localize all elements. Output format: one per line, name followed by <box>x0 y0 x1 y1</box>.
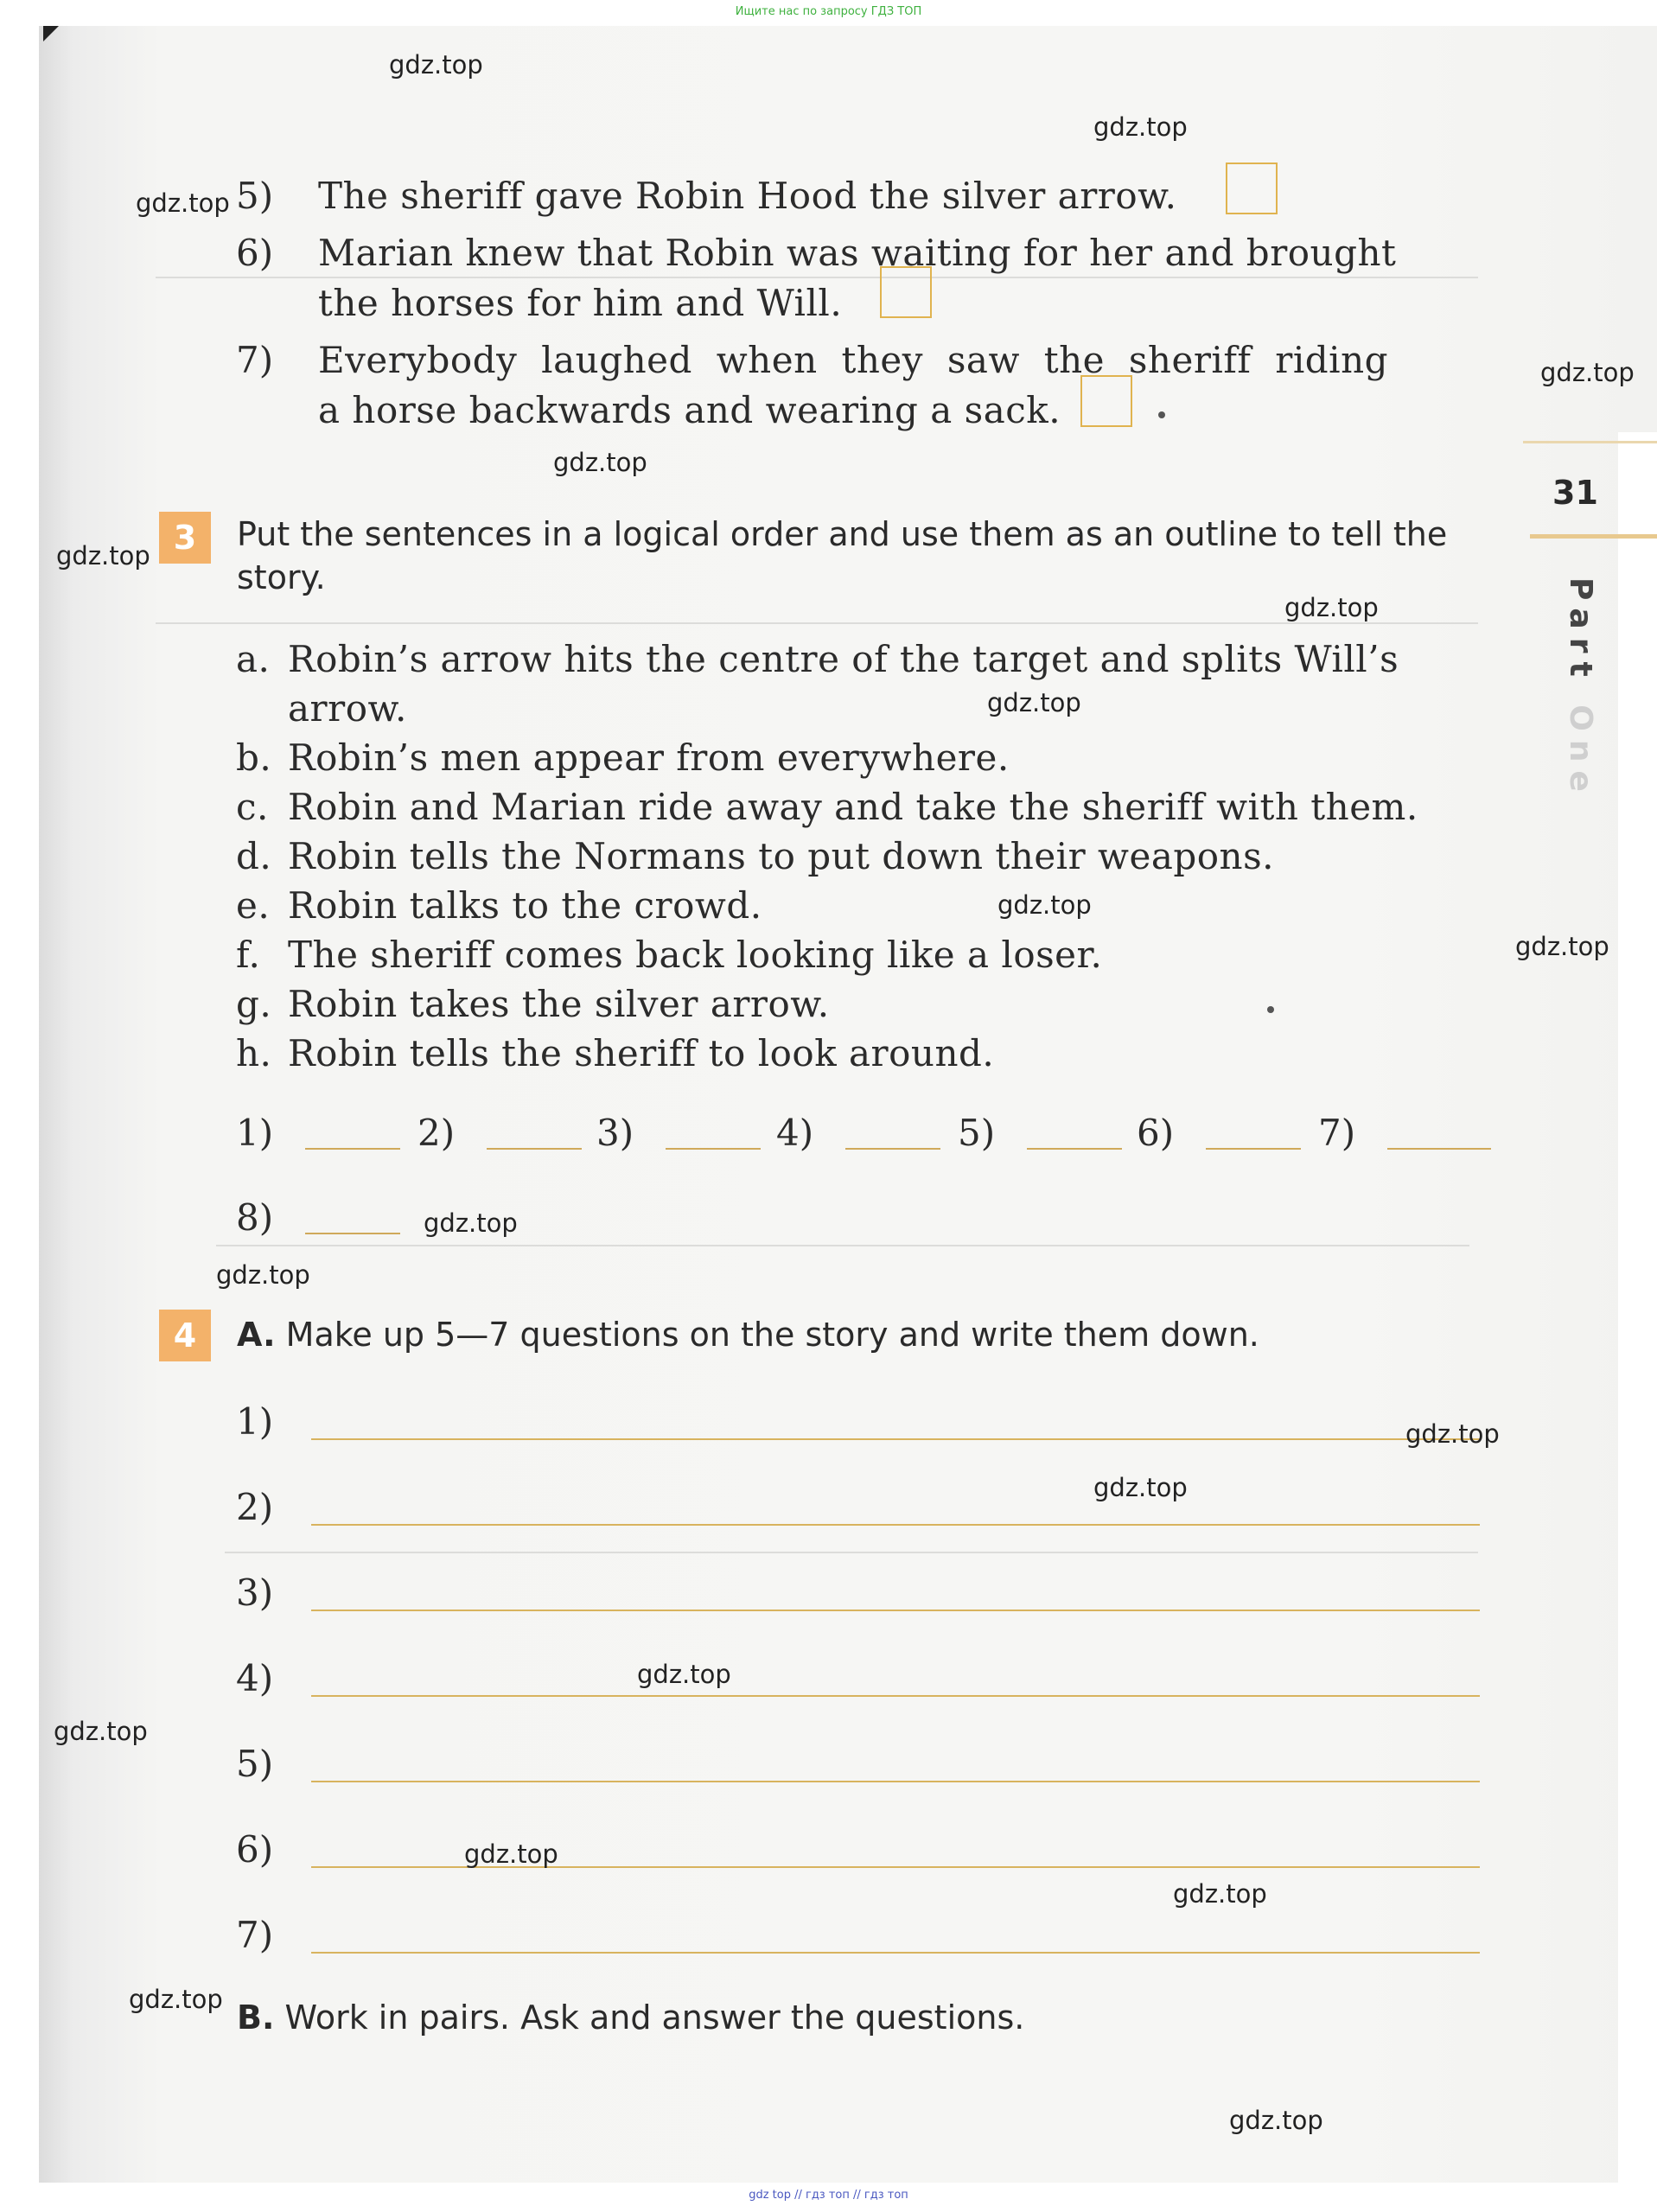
order-slot-label: 8) <box>236 1196 274 1239</box>
task4-part-a-label: A. <box>237 1316 276 1354</box>
task4-badge: 4 <box>159 1310 211 1361</box>
page-edge <box>1618 432 1657 2183</box>
item-text: a horse backwards and wearing a sack. <box>318 389 1061 431</box>
question-line[interactable] <box>311 1524 1480 1526</box>
question-line[interactable] <box>311 1781 1480 1782</box>
sentence-letter: f. <box>236 934 261 976</box>
sentence-text: Robin’s men appear from everywhere. <box>288 736 1010 779</box>
order-slot-line[interactable] <box>1206 1148 1301 1150</box>
sentence-letter: h. <box>236 1032 272 1074</box>
sentence-letter: g. <box>236 983 272 1025</box>
task3-instruction-line1: Put the sentences in a logical order and use them as an outline to tell the <box>237 515 1448 553</box>
order-slot-label: 4) <box>776 1112 814 1154</box>
order-slot-line[interactable] <box>487 1148 582 1150</box>
page-tab-rule <box>1523 441 1657 443</box>
part-one-label <box>1563 577 1598 800</box>
task4-part-b <box>237 1998 1024 2037</box>
item-number: 6) <box>236 232 274 274</box>
watermark: gdz.top <box>136 188 230 218</box>
order-slot-line[interactable] <box>845 1148 940 1150</box>
answer-box[interactable] <box>880 266 932 318</box>
show-through-line <box>156 622 1478 624</box>
part-label: Part <box>1563 577 1598 685</box>
order-slot-line[interactable] <box>1387 1148 1491 1150</box>
watermark: gdz.top <box>1405 1419 1500 1449</box>
watermark: gdz.top <box>56 541 150 571</box>
question-slot-label: 1) <box>236 1400 274 1443</box>
watermark: gdz.top <box>1515 932 1609 961</box>
watermark: gdz.top <box>1093 1473 1188 1502</box>
task4-part-b-text: Work in pairs. Ask and answer the questions. <box>284 1998 1025 2037</box>
order-slot-label: 5) <box>958 1112 996 1154</box>
question-slot-label: 7) <box>236 1914 274 1956</box>
item-number: 5) <box>236 175 274 217</box>
sentence-text: Robin talks to the crowd. <box>288 884 762 927</box>
sentence-text: Robin and Marian ride away and take the sheriff with them. <box>288 786 1418 828</box>
question-slot-label: 3) <box>236 1571 274 1614</box>
question-slot-label: 5) <box>236 1743 274 1785</box>
speck <box>1158 411 1165 418</box>
sentence-text: arrow. <box>288 687 407 730</box>
watermark: gdz.top <box>997 890 1092 920</box>
order-slot-line[interactable] <box>1027 1148 1122 1150</box>
sentence-text: The sheriff comes back looking like a loser. <box>288 934 1103 976</box>
answer-box[interactable] <box>1080 375 1132 427</box>
watermark: gdz.top <box>987 688 1081 717</box>
order-slot-label: 1) <box>236 1112 274 1154</box>
sentence-text: Robin tells the sheriff to look around. <box>288 1032 995 1074</box>
watermark: gdz.top <box>1229 2106 1323 2135</box>
sentence-letter: d. <box>236 835 272 877</box>
show-through-line <box>225 1552 1478 1553</box>
sentence-text: Robin tells the Normans to put down their weapons. <box>288 835 1275 877</box>
sentence-letter: a. <box>236 638 271 680</box>
order-slot-label: 6) <box>1137 1112 1175 1154</box>
item-text: The sheriff gave Robin Hood the silver arrow. <box>318 175 1177 217</box>
order-slot-label: 3) <box>596 1112 634 1154</box>
question-slot-label: 4) <box>236 1657 274 1699</box>
watermark: gdz.top <box>424 1208 518 1238</box>
task4-part-a-text: Make up 5—7 questions on the story and write them down. <box>285 1316 1259 1354</box>
sentence-letter: e. <box>236 884 271 927</box>
question-slot-label: 2) <box>236 1486 274 1528</box>
order-slot-label: 7) <box>1318 1112 1356 1154</box>
watermark: gdz.top <box>216 1260 310 1290</box>
item-number: 7) <box>236 339 274 381</box>
part-label-one: One <box>1563 704 1598 800</box>
order-slot-line[interactable] <box>305 1148 400 1150</box>
page-corner <box>43 26 59 41</box>
order-slot-line[interactable] <box>305 1233 400 1234</box>
watermark: gdz.top <box>54 1717 148 1746</box>
bottom-banner[interactable]: gdz top // гдз топ // гдз топ <box>749 2189 908 2202</box>
task3-badge: 3 <box>159 512 211 564</box>
show-through-line <box>216 1245 1469 1246</box>
sentence-text: Robin takes the silver arrow. <box>288 983 830 1025</box>
speck <box>1267 1006 1274 1013</box>
order-slot-line[interactable] <box>666 1148 761 1150</box>
task4-part-b-label: B. <box>237 1998 275 2037</box>
item-text: Marian knew that Robin was waiting for her and brought <box>318 232 1397 274</box>
question-line[interactable] <box>311 1610 1480 1611</box>
item-text: the horses for him and Will. <box>318 282 843 324</box>
watermark: gdz.top <box>1173 1879 1267 1909</box>
watermark: gdz.top <box>637 1660 731 1689</box>
task3-instruction-line2: story. <box>237 558 326 596</box>
watermark: gdz.top <box>464 1839 558 1869</box>
order-slot-label: 2) <box>417 1112 456 1154</box>
watermark: gdz.top <box>129 1985 223 2014</box>
question-line[interactable] <box>311 1438 1480 1440</box>
watermark: gdz.top <box>1540 358 1635 387</box>
answer-box[interactable] <box>1226 163 1278 214</box>
show-through-line <box>156 277 1478 278</box>
sentence-text: Robin’s arrow hits the centre of the target and splits Will’s <box>288 638 1399 680</box>
top-banner[interactable]: Ищите нас по запросу ГДЗ ТОП <box>735 5 922 18</box>
page-number: 31 <box>1552 474 1598 512</box>
question-line[interactable] <box>311 1695 1480 1697</box>
watermark: gdz.top <box>1093 112 1188 142</box>
sentence-letter: c. <box>236 786 269 828</box>
question-line[interactable] <box>311 1952 1480 1954</box>
question-slot-label: 6) <box>236 1828 274 1871</box>
item-text: Everybody laughed when they saw the sheriff riding <box>318 339 1389 381</box>
watermark: gdz.top <box>389 50 483 80</box>
sentence-letter: b. <box>236 736 272 779</box>
watermark: gdz.top <box>553 448 647 477</box>
watermark: gdz.top <box>1284 593 1379 622</box>
task4-part-a <box>237 1316 1259 1354</box>
page-number-rule <box>1530 534 1657 539</box>
